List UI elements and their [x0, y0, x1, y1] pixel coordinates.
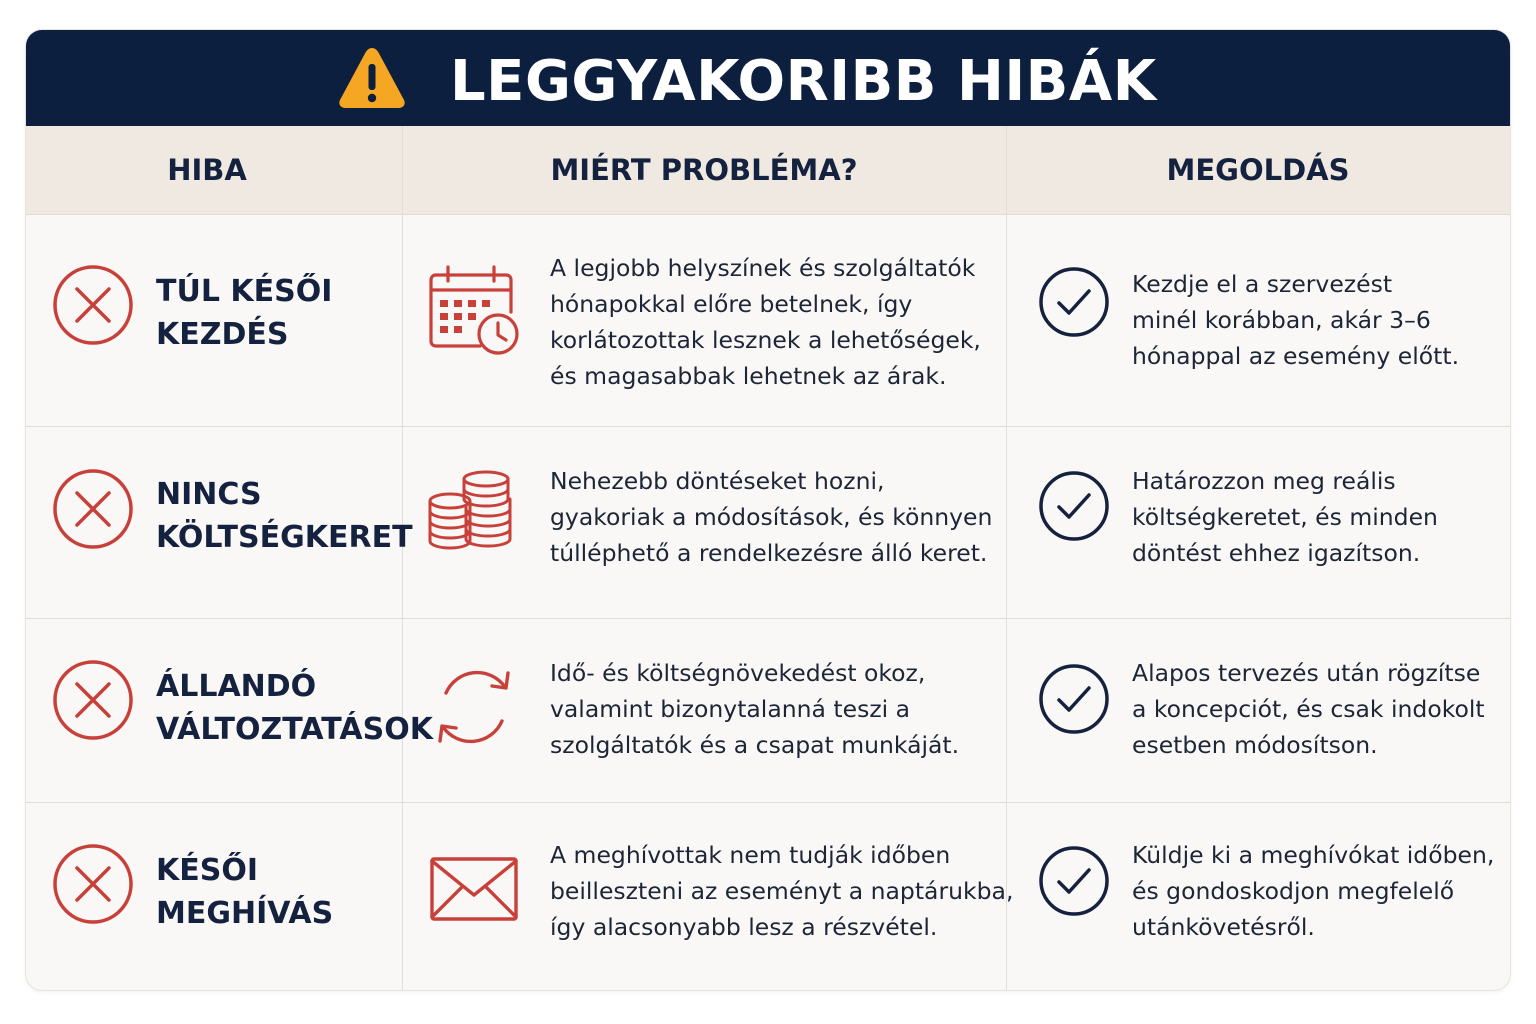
solution-text: Alapos tervezés után rögzítse a koncepciót, és csak indokolt esetben módosítson. — [1132, 659, 1485, 759]
x-circle-icon — [52, 264, 134, 346]
solution-text: Küldje ki a meghívókat időben, és gondoskodjon megfelelő utánkövetésről. — [1132, 841, 1495, 941]
solution-text: Kezdje el a szervezést minél korábban, akár 3–6 hónappal az esemény előtt. — [1132, 270, 1460, 370]
warning-triangle-icon — [336, 44, 408, 112]
calendar-clock-icon — [426, 260, 522, 356]
column-header-solution: MEGOLDÁS — [1166, 153, 1350, 187]
solution-text: Határozzon meg reális költségkeretet, és minden döntést ehhez igazítson. — [1132, 467, 1438, 567]
problem-text: A legjobb helyszínek és szolgáltatók hónapokkal előre betelnek, így korlátozottak lesznek a lehetőségek, és magasabbak lehetnek az árak. — [550, 254, 981, 390]
table-row — [26, 427, 1510, 618]
problem-text: A meghívottak nem tudják időben beilleszteni az eseményt a naptárukba, így alacsonyabb lesz a részvétel. — [550, 841, 1014, 941]
error-title: TÚL KÉSŐI KEZDÉS — [156, 274, 333, 352]
check-circle-icon — [1038, 266, 1110, 338]
x-circle-icon — [52, 659, 134, 741]
envelope-icon — [426, 843, 522, 939]
error-title: ÁLLANDÓ VÁLTOZTATÁSOK — [156, 669, 434, 747]
problem-text: Nehezebb döntéseket hozni, gyakoriak a módosítások, és könnyen túlléphető a rendelkezésre álló keret. — [550, 467, 993, 567]
check-circle-icon — [1038, 663, 1110, 735]
table-row — [26, 803, 1510, 990]
error-title: NINCS KÖLTSÉGKERET — [156, 477, 413, 555]
page-title: LEGGYAKORIBB HIBÁK — [450, 49, 1157, 114]
refresh-arrows-icon — [426, 659, 522, 755]
table-row — [26, 619, 1510, 802]
table-row — [26, 214, 1510, 426]
x-circle-icon — [52, 468, 134, 550]
problem-text: Idő- és költségnövekedést okoz, valamint bizonytalanná teszi a szolgáltatók és a csapat munkáját. — [550, 659, 960, 759]
title-bar — [26, 30, 1510, 126]
column-header-row — [26, 126, 1510, 215]
error-title: KÉSŐI MEGHÍVÁS — [156, 853, 334, 931]
mistakes-table-card — [26, 30, 1510, 990]
coins-stack-icon — [426, 465, 522, 561]
x-circle-icon — [52, 843, 134, 925]
column-header-error: HIBA — [167, 153, 247, 187]
check-circle-icon — [1038, 470, 1110, 542]
column-header-problem: MIÉRT PROBLÉMA? — [550, 153, 858, 187]
check-circle-icon — [1038, 845, 1110, 917]
